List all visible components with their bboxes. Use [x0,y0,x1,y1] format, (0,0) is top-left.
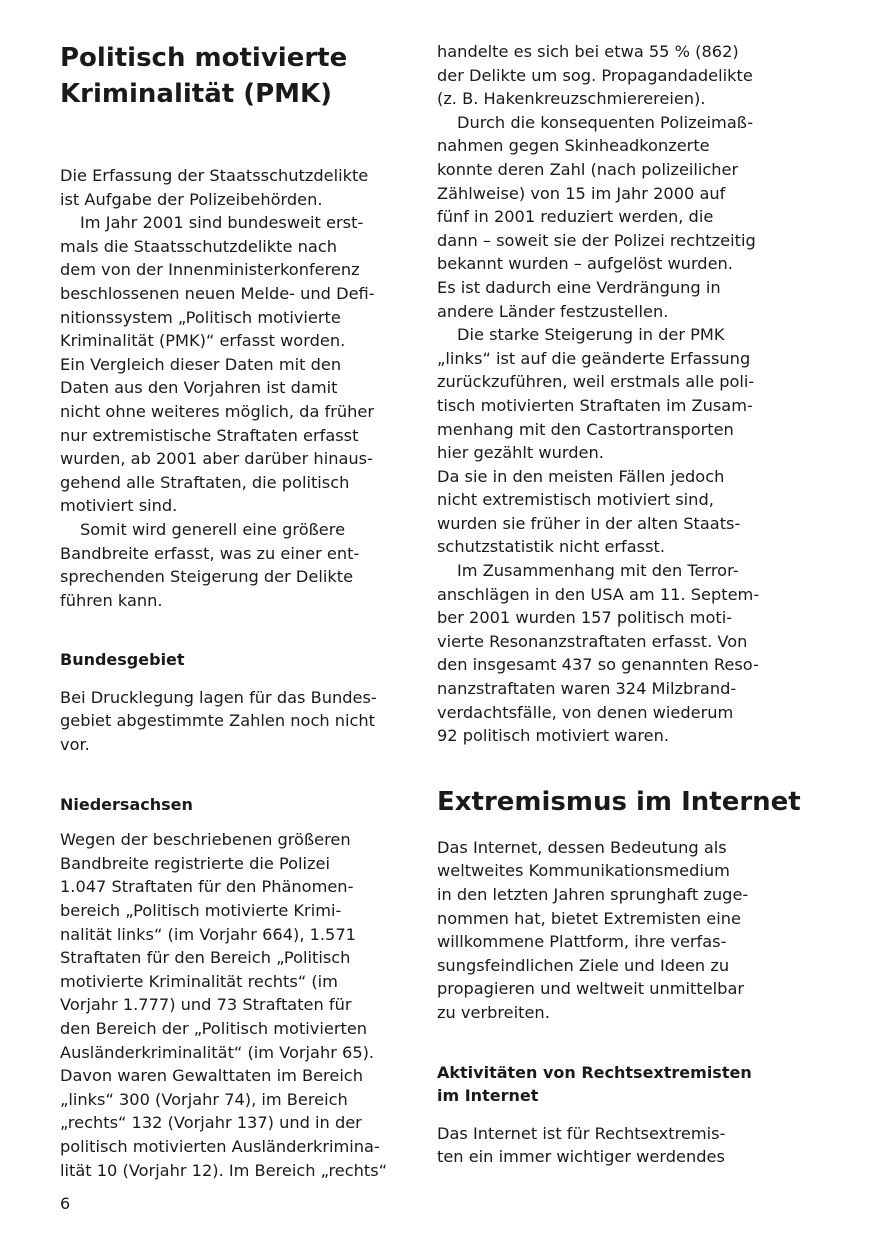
internet-title [437,784,801,820]
title-line: Kriminalität (PMK) [60,79,333,109]
text-line: weltweites Kommunikationsmedium [437,861,730,881]
text-line: motiviert sind. [60,496,178,516]
text-line: Das Internet, dessen Bedeutung als [437,837,727,857]
pmk-title [60,40,405,112]
text-line: der Delikte um sog. Propagandadelikte [437,65,753,85]
text-line: nur extremistische Straftaten erfasst [60,425,359,445]
text-line: Das Internet ist für Rechtsextremis- [437,1123,726,1143]
text-line: Die Erfassung der Staatsschutzdelikte [60,166,369,185]
text-line: führen kann. [60,590,163,610]
text-line: menhang mit den Castortransporten [437,419,734,439]
text-line: in den letzten Jahren sprunghaft zuge- [437,885,749,904]
text-line: nanzstraftaten waren 324 Milzbrand- [437,679,737,699]
text-line: Bei Drucklegung lagen für das Bundes- [60,687,377,707]
text-line: sungsfeindlichen Ziele und Ideen zu [437,955,730,975]
text-line: Somit wird generell eine größere [80,519,346,539]
niedersachsen-heading: Niedersachsen [60,794,193,814]
text-line: bereich „Politisch motivierte Krimi- [60,901,342,921]
text-line: Zählweise) von 15 im Jahr 2000 auf [437,183,726,203]
text-line: nalität links“ (im Vorjahr 664), 1.571 [60,924,356,944]
text-line: willkommene Plattform, ihre verfas- [437,932,727,952]
text-line: dann – soweit sie der Polizei rechtzeitig [437,230,756,250]
text-line: Vorjahr 1.777) und 73 Straftaten für [60,995,352,1015]
text-line: mals die Staatsschutzdelikte nach [60,236,337,256]
text-line: 1.047 Straftaten für den Phänomen- [60,877,354,897]
text-line: den insgesamt 437 so genannten Reso- [437,655,759,675]
text-line: (z. B. Hakenkreuzschmierereien). [437,89,706,109]
text-line: Straftaten für den Bereich „Politisch [60,948,351,968]
text-line: Es ist dadurch eine Verdrängung in [437,277,721,297]
text-line: verdachtsfälle, von denen wiederum [437,702,734,722]
aktivitaeten-heading [437,1061,782,1108]
text-line: Wegen der beschriebenen größeren [60,830,351,850]
bundesgebiet-paragraph [60,686,405,757]
text-line: bekannt wurden – aufgelöst wurden. [437,254,733,274]
internet-paragraph [437,836,782,1025]
text-line: Davon waren Gewalttaten im Bereich [60,1066,363,1086]
text-line: andere Länder festzustellen. [437,301,669,321]
text-line: ten ein immer wichtiger werdendes [437,1147,725,1167]
text-line: fünf in 2001 reduziert werden, die [437,207,714,227]
text-line: Da sie in den meisten Fällen jedoch [437,466,725,486]
text-line: zurückzuführen, weil erstmals alle poli- [437,372,755,392]
text-line: handelte es sich bei etwa 55 % (862) [437,42,739,61]
text-line: anschlägen in den USA am 11. Septem- [437,584,760,604]
niedersachsen-paragraph [60,828,405,1182]
text-line: gebiet abgestimmte Zahlen noch nicht [60,711,376,731]
text-line: Im Jahr 2001 sind bundesweit erst- [80,213,364,233]
text-line: „links“ 300 (Vorjahr 74), im Bereich [60,1089,348,1109]
text-line: hier gezählt wurden. [437,443,604,463]
intro-paragraph [60,164,405,612]
text-line: schutzstatistik nicht erfasst. [437,537,666,557]
text-line: vor. [60,735,90,755]
title-line: Politisch motivierte [60,43,348,73]
text-line: beschlossenen neuen Melde- und Defi- [60,283,375,303]
text-line: gehend alle Straftaten, die politisch [60,472,350,492]
text-line: nicht ohne weiteres möglich, da früher [60,401,374,421]
text-line: Bandbreite erfasst, was zu einer ent- [60,543,360,563]
text-line: wurden, ab 2001 aber darüber hinaus- [60,449,373,469]
text-line: Ausländerkriminalität“ (im Vorjahr 65). [60,1042,375,1062]
text-line: zu verbreiten. [437,1002,550,1022]
text-line: ber 2001 wurden 157 politisch moti- [437,608,733,628]
heading-line: Aktivitäten von Rechtsextremisten [437,1062,752,1082]
text-line: nommen hat, bietet Extremisten eine [437,908,741,928]
right-column [437,40,801,1169]
text-line: sprechenden Steigerung der Delikte [60,567,354,587]
continuation-paragraph [437,40,782,748]
text-line: Ein Vergleich dieser Daten mit den [60,354,342,374]
page-number: 6 [60,1194,71,1213]
text-line: ist Aufgabe der Polizeibehörden. [60,189,323,209]
text-line: Durch die konsequenten Polizeimaß- [457,112,754,132]
heading-line: im Internet [437,1086,539,1106]
text-line: 92 politisch motiviert waren. [437,726,670,746]
text-line: Im Zusammenhang mit den Terror- [457,561,739,581]
text-line: „rechts“ 132 (Vorjahr 137) und in der [60,1113,362,1133]
left-column [60,40,405,1182]
text-line: konnte deren Zahl (nach polizeilicher [437,159,739,179]
text-line: den Bereich der „Politisch motivierten [60,1019,368,1038]
internet-title-text: Extremismus im Internet [437,786,801,817]
text-line: vierte Resonanzstraftaten erfasst. Von [437,631,748,651]
text-line: Bandbreite registrierte die Polizei [60,853,330,873]
text-line: Kriminalität (PMK)“ erfasst worden. [60,331,346,351]
text-line: motivierte Kriminalität rechts“ (im [60,971,338,991]
text-line: nicht extremistisch motiviert sind, [437,490,714,510]
text-line: tisch motivierten Straftaten im Zusam- [437,395,753,415]
bundesgebiet-heading: Bundesgebiet [60,650,185,670]
text-line: nahmen gegen Skinheadkonzerte [437,136,710,156]
text-line: Daten aus den Vorjahren ist damit [60,378,338,398]
text-line: lität 10 (Vorjahr 12). Im Bereich „rechts“ [60,1160,388,1180]
text-line: „links“ ist auf die geänderte Erfassung [437,348,751,368]
text-line: Die starke Steigerung in der PMK [457,325,725,345]
text-line: dem von der Innenministerkonferenz [60,260,360,280]
text-line: propagieren und weltweit unmittelbar [437,979,745,999]
aktivitaeten-paragraph [437,1122,782,1169]
text-line: nitionssystem „Politisch motivierte [60,307,341,327]
text-line: politisch motivierten Ausländerkrimina- [60,1136,380,1156]
text-line: wurden sie früher in der alten Staats- [437,513,741,533]
